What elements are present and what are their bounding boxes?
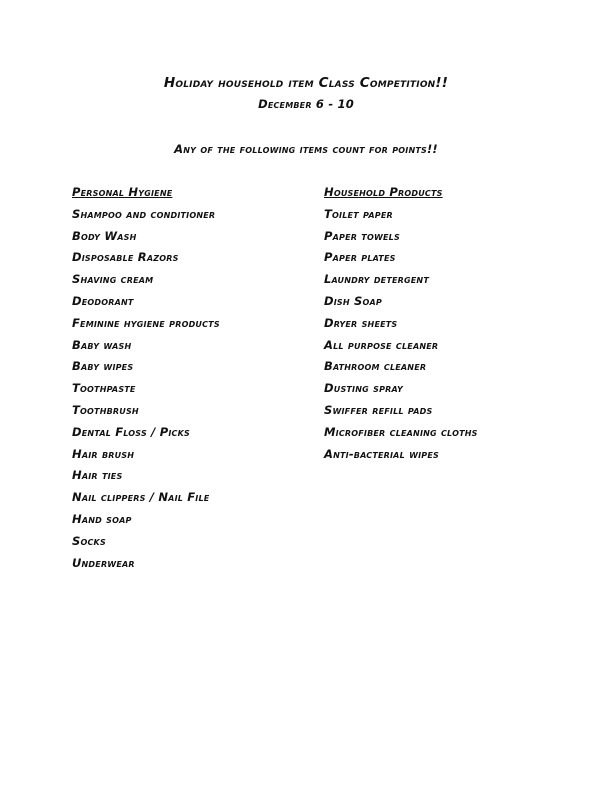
list-item: Shaving cream <box>72 272 154 287</box>
list-item: Hair ties <box>72 468 123 483</box>
household-products-column <box>324 182 554 465</box>
list-item: Dusting spray <box>324 381 403 396</box>
list-item: Paper towels <box>324 228 400 243</box>
list-item: Dish Soap <box>324 293 382 308</box>
personal-hygiene-column <box>72 182 302 574</box>
list-item: Nail clippers / Nail File <box>72 490 210 505</box>
list-item: Hair brush <box>72 446 135 461</box>
list-item: Underwear <box>72 555 135 570</box>
list-item: Disposable Razors <box>72 250 179 265</box>
list-item: Bathroom cleaner <box>324 359 427 374</box>
household-products-list <box>324 204 554 466</box>
list-item: Microfiber cleaning cloths <box>324 424 478 439</box>
list-item: Feminine hygiene products <box>72 315 220 330</box>
list-item: Baby wash <box>72 337 132 352</box>
list-item: Shampoo and conditioner <box>72 206 216 221</box>
list-item: Paper plates <box>324 250 396 265</box>
date-range: December 6 - 10 <box>258 97 354 111</box>
list-item: Toothpaste <box>72 381 136 396</box>
list-item: Socks <box>72 533 106 548</box>
household-products-heading: Household Products <box>324 185 443 199</box>
list-item: Swiffer refill pads <box>324 402 433 417</box>
list-item: Dental Floss / Picks <box>72 424 190 439</box>
list-item: Laundry detergent <box>324 272 429 287</box>
list-item: Body Wash <box>72 228 137 243</box>
list-item: Baby wipes <box>72 359 134 374</box>
list-item: Dryer sheets <box>324 315 398 330</box>
list-item: All purpose cleaner <box>324 337 439 352</box>
document-title: Holiday household item Class Competition!! <box>163 75 449 91</box>
list-item: Deodorant <box>72 293 134 308</box>
list-item: Anti-bacterial wipes <box>324 446 439 461</box>
list-item: Toilet paper <box>324 206 393 221</box>
list-item: Toothbrush <box>72 402 139 417</box>
list-item: Hand soap <box>72 511 132 526</box>
personal-hygiene-heading: Personal Hygiene <box>72 185 173 199</box>
personal-hygiene-list <box>72 204 302 575</box>
intro-text: Any of the following items count for points!! <box>174 142 438 156</box>
